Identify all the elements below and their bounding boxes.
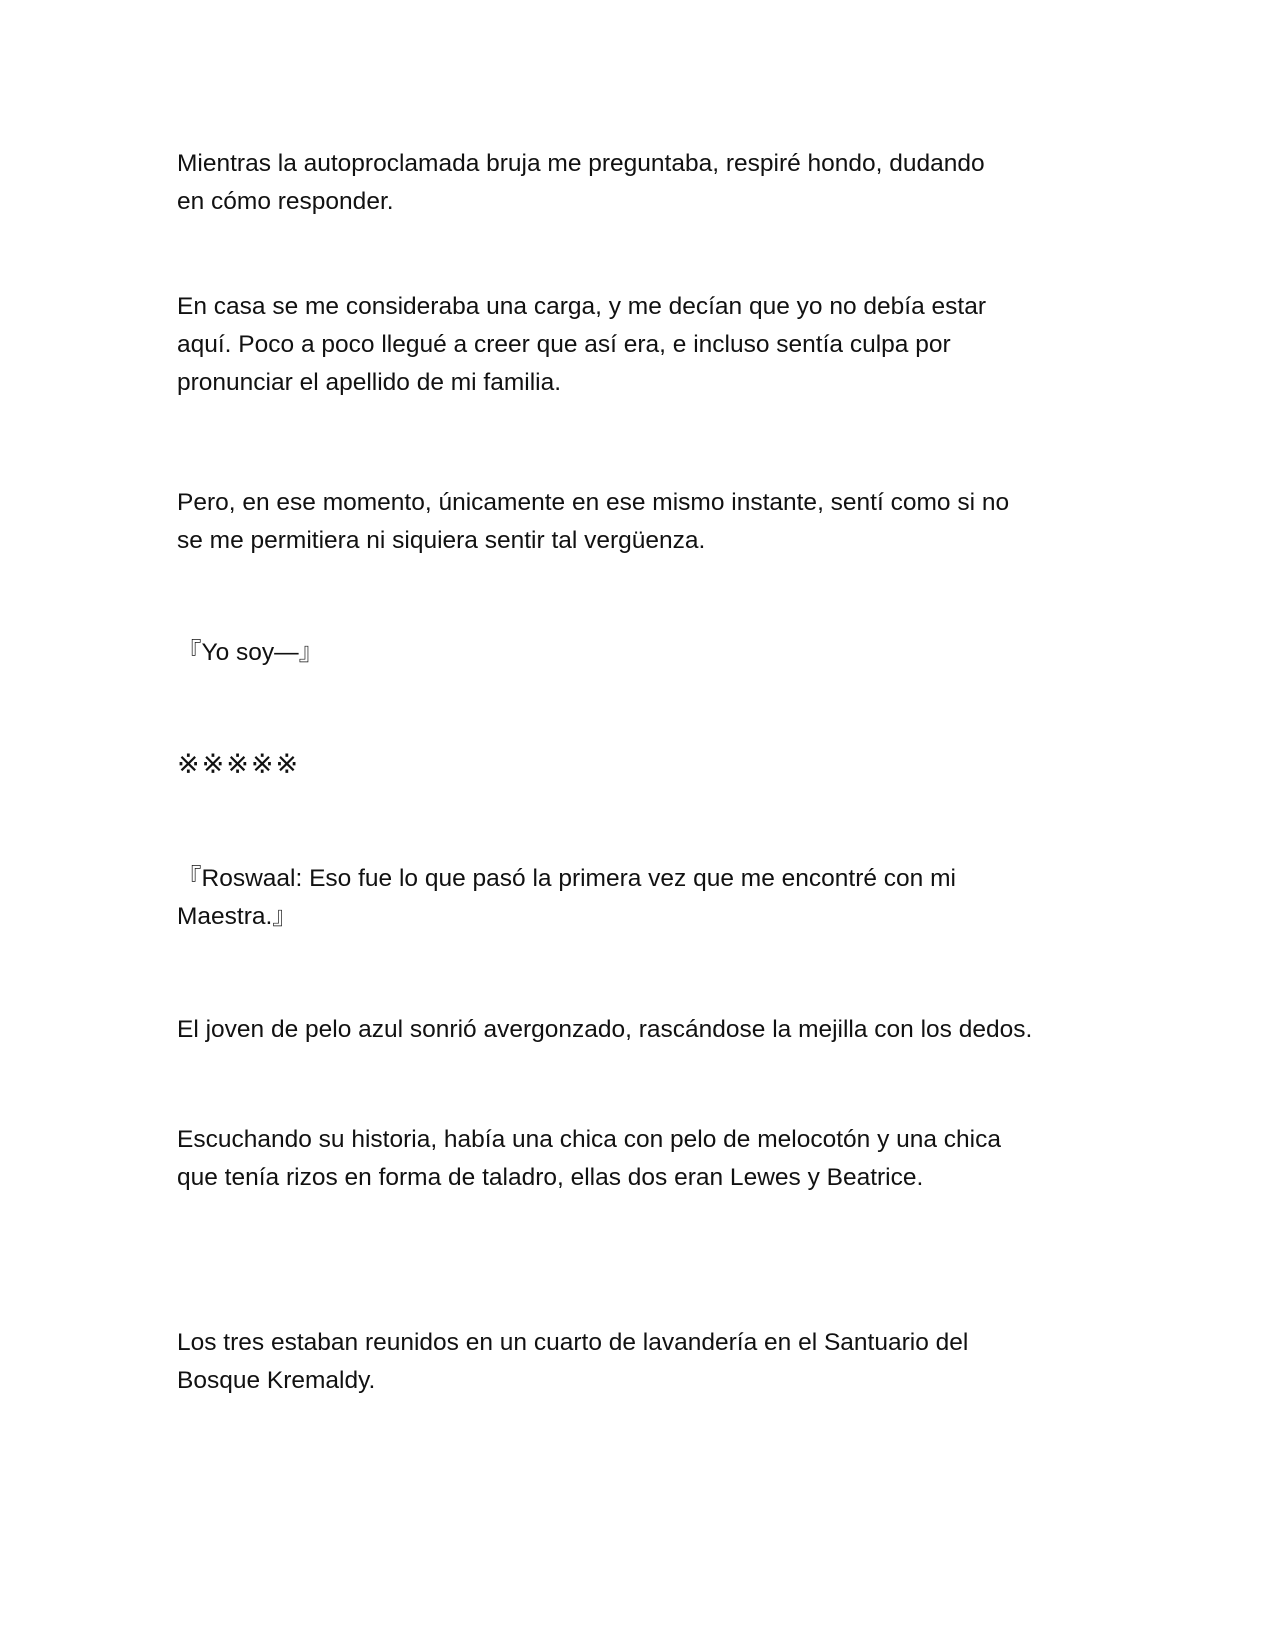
text-line: 『Roswaal: Eso fue lo que pasó la primera vez que me encontré con mi xyxy=(177,865,956,892)
paragraph-witch-question xyxy=(177,145,1107,221)
text-line: en cómo responder. xyxy=(177,188,394,215)
text-line: ※※※※※ xyxy=(177,749,301,779)
paragraph-blue-hair-young-man xyxy=(177,1011,1107,1049)
paragraph-listening-girls xyxy=(177,1121,1107,1197)
paragraph-burden-at-home xyxy=(177,288,1107,402)
paragraph-laundry-room xyxy=(177,1324,1107,1400)
text-line: Escuchando su historia, había una chica con pelo de melocotón y una chica xyxy=(177,1126,1002,1153)
text-line: aquí. Poco a poco llegué a creer que así era, e incluso sentía culpa por xyxy=(177,331,951,358)
text-line: Los tres estaban reunidos en un cuarto de lavandería en el Santuario del xyxy=(177,1329,969,1356)
text-line: En casa se me consideraba una carga, y me decían que yo no debía estar xyxy=(177,293,987,320)
text-line: pronunciar el apellido de mi familia. xyxy=(177,369,562,396)
text-line: se me permitiera ni siquiera sentir tal vergüenza. xyxy=(177,527,706,554)
text-line: Bosque Kremaldy. xyxy=(177,1367,376,1394)
text-line: que tenía rizos en forma de taladro, ellas dos eran Lewes y Beatrice. xyxy=(177,1164,924,1191)
text-line: Maestra.』 xyxy=(177,903,297,930)
text-line: El joven de pelo azul sonrió avergonzado, rascándose la mejilla con los dedos. xyxy=(177,1016,1033,1043)
paragraph-dialogue-yo-soy xyxy=(177,634,1107,672)
paragraph-shame xyxy=(177,484,1107,560)
text-line: Pero, en ese momento, únicamente en ese mismo instante, sentí como si no xyxy=(177,489,1010,516)
paragraph-dialogue-roswaal xyxy=(177,860,1107,936)
scene-break-marks xyxy=(177,745,1107,783)
text-line: Mientras la autoproclamada bruja me preguntaba, respiré hondo, dudando xyxy=(177,150,985,177)
text-line: 『Yo soy—』 xyxy=(177,639,324,666)
